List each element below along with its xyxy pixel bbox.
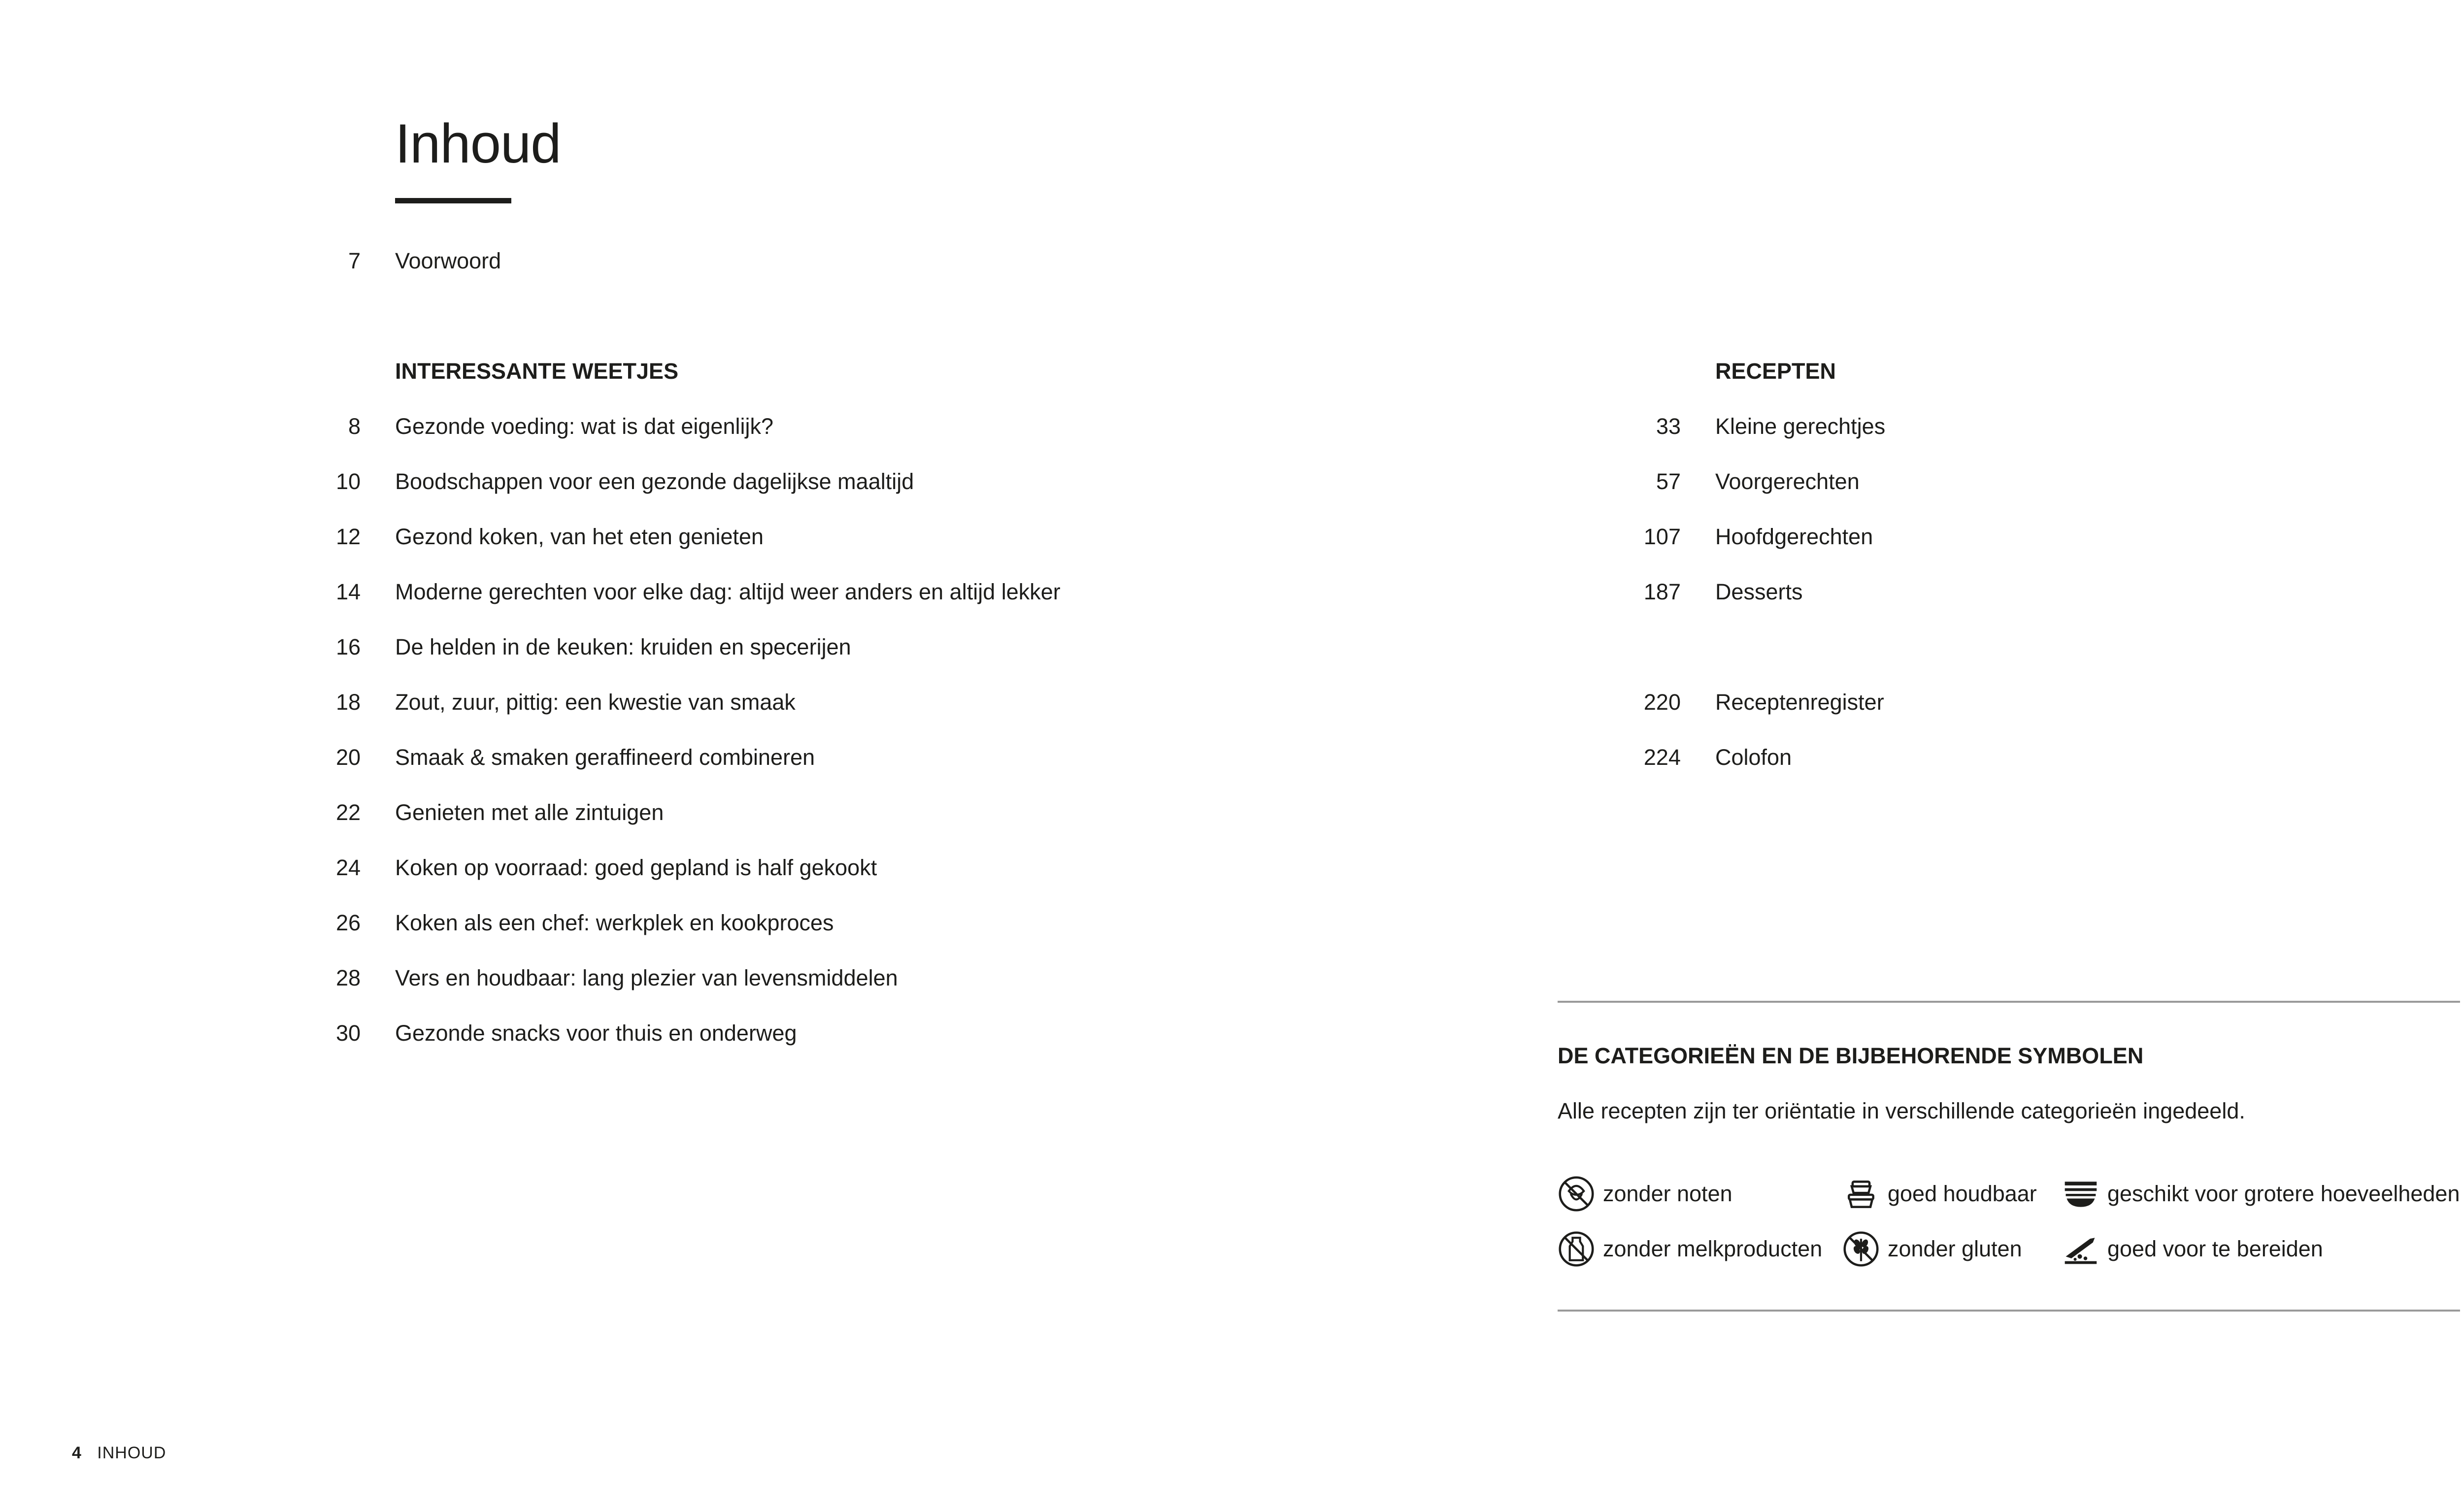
toc-page-number: 30 — [335, 1020, 361, 1046]
toc-entry-label: Boodschappen voor een gezonde dagelijkse maaltijd — [395, 469, 914, 494]
symbol-label: zonder melkproducten — [1603, 1236, 1823, 1261]
symbol-no-nuts — [1558, 1166, 1732, 1221]
toc-entry-foreword[interactable] — [348, 233, 501, 289]
toc-entry-label: Koken als een chef: werkplek en kookproces — [395, 910, 834, 935]
stacked-plates-icon — [2062, 1175, 2099, 1213]
toc-entry[interactable] — [335, 620, 851, 675]
toc-entry-colofon[interactable] — [1643, 730, 1792, 785]
toc-entry-label: Gezond koken, van het eten genieten — [395, 524, 764, 549]
toc-page-number: 22 — [335, 800, 361, 825]
toc-entry[interactable] — [335, 454, 914, 509]
toc-page-number: 14 — [335, 579, 361, 604]
toc-entry[interactable] — [1656, 399, 1886, 454]
categories-title: DE CATEGORIEËN EN DE BIJBEHORENDE SYMBOLEN — [1558, 1043, 2144, 1068]
toc-entry-label: Gezonde voeding: wat is dat eigenlijk? — [395, 414, 773, 439]
symbol-label: zonder noten — [1603, 1181, 1732, 1206]
toc-page-number: 16 — [335, 634, 361, 659]
toc-entry-label: Voorgerechten — [1715, 469, 1860, 494]
toc-page-number: 10 — [335, 469, 361, 494]
toc-entry-label: Colofon — [1715, 745, 1792, 770]
toc-page-number: 24 — [335, 855, 361, 880]
toc-entry[interactable] — [335, 730, 815, 785]
toc-entry-label: Gezonde snacks voor thuis en onderweg — [395, 1020, 797, 1046]
toc-entry-label: Koken op voorraad: goed gepland is half gekookt — [395, 855, 877, 880]
categories-bottom-rule — [1558, 1310, 2460, 1312]
symbol-label: goed voor te bereiden — [2107, 1236, 2323, 1261]
categories-description: Alle recepten zijn ter oriëntatie in verschillende categorieën ingedeeld. — [1558, 1098, 2245, 1123]
symbol-label: geschikt voor grotere hoeveelheden — [2107, 1181, 2460, 1206]
symbol-label: goed houdbaar — [1888, 1181, 2037, 1206]
toc-entry[interactable] — [1656, 454, 1860, 509]
toc-entry-label: Moderne gerechten voor elke dag: altijd weer anders en altijd lekker — [395, 579, 1061, 604]
toc-page-number: 8 — [348, 414, 361, 439]
toc-entry-register[interactable] — [1643, 675, 1884, 730]
toc-entry[interactable] — [335, 1006, 797, 1061]
symbol-no-dairy — [1558, 1221, 1822, 1277]
toc-entry-label: Smaak & smaken geraffineerd combineren — [395, 745, 815, 770]
toc-entry[interactable] — [348, 399, 773, 454]
toc-page-number: 33 — [1656, 414, 1681, 439]
symbol-large-quantities — [2062, 1166, 2460, 1221]
toc-page-number: 18 — [335, 690, 361, 715]
toc-page-number: 57 — [1656, 469, 1681, 494]
page-title: Inhoud — [395, 113, 561, 174]
toc-page-number: 7 — [348, 248, 361, 273]
no-nuts-icon — [1558, 1175, 1595, 1213]
categories-top-rule — [1558, 1001, 2460, 1003]
footer-section-label: INHOUD — [97, 1444, 166, 1462]
toc-page-number: 12 — [335, 524, 361, 549]
footer-page-number: 4 — [72, 1444, 82, 1462]
toc-page-number: 26 — [335, 910, 361, 935]
no-gluten-icon — [1842, 1230, 1880, 1268]
toc-entry[interactable] — [335, 951, 898, 1006]
toc-entry-label: Zout, zuur, pittig: een kwestie van smaak — [395, 690, 796, 715]
toc-entry-label: Vers en houdbaar: lang plezier van levensmiddelen — [395, 965, 898, 990]
toc-page-number: 187 — [1643, 579, 1681, 604]
toc-entry[interactable] — [335, 564, 1061, 620]
no-dairy-icon — [1558, 1230, 1595, 1268]
section-heading-weetjes: INTERESSANTE WEETJES — [395, 359, 679, 384]
toc-page-number: 224 — [1643, 745, 1681, 770]
toc-entry-label: Voorwoord — [395, 248, 501, 273]
toc-entry-label: Genieten met alle zintuigen — [395, 800, 664, 825]
footer-left — [72, 1438, 166, 1468]
toc-page-number: 220 — [1643, 690, 1681, 715]
symbol-no-gluten — [1842, 1221, 2022, 1277]
symbol-prepare-ahead — [2062, 1221, 2323, 1277]
knife-prep-icon — [2062, 1230, 2099, 1268]
toc-page-number: 107 — [1643, 524, 1681, 549]
storage-container-icon — [1842, 1175, 1880, 1213]
toc-entry[interactable] — [335, 895, 834, 951]
toc-page-number: 28 — [335, 965, 361, 990]
toc-entry-label: Hoofdgerechten — [1715, 524, 1873, 549]
section-heading-recepten: RECEPTEN — [1715, 359, 1836, 384]
toc-entry[interactable] — [1643, 509, 1873, 564]
title-underline — [395, 198, 511, 203]
toc-page-number: 20 — [335, 745, 361, 770]
toc-entry-label: Receptenregister — [1715, 690, 1884, 715]
toc-entry-label: De helden in de keuken: kruiden en specerijen — [395, 634, 851, 659]
toc-entry-label: Desserts — [1715, 579, 1803, 604]
symbol-good-storage — [1842, 1166, 2037, 1221]
toc-entry[interactable] — [335, 675, 796, 730]
toc-entry[interactable] — [1643, 564, 1803, 620]
toc-entry[interactable] — [335, 785, 664, 840]
toc-entry-label: Kleine gerechtjes — [1715, 414, 1886, 439]
symbol-label: zonder gluten — [1888, 1236, 2022, 1261]
toc-entry[interactable] — [335, 509, 764, 564]
toc-entry[interactable] — [335, 840, 877, 895]
